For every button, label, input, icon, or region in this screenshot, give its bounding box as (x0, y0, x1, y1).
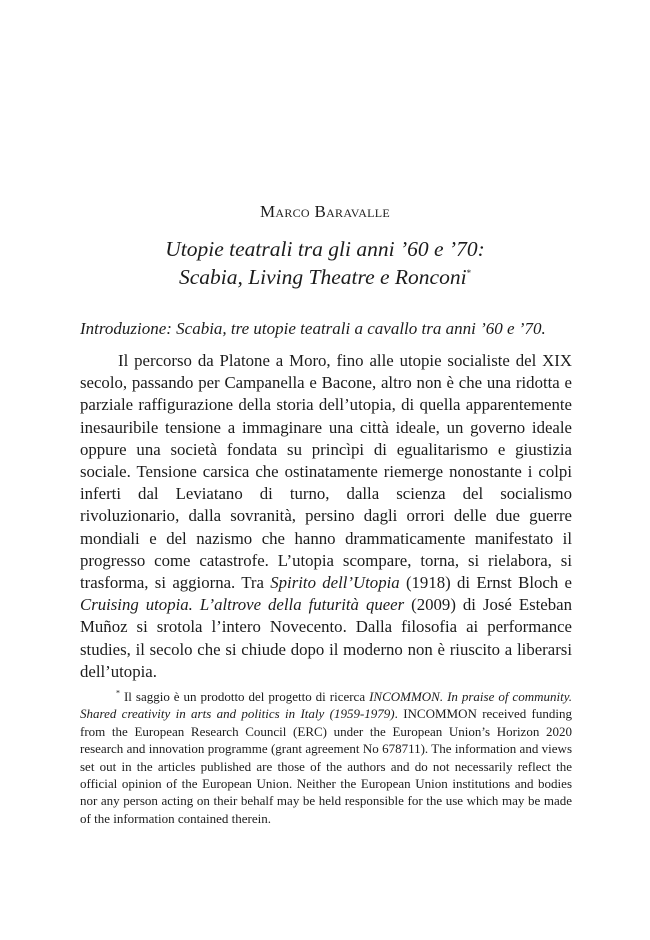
footnote-marker: * (116, 688, 120, 698)
title-footnote-marker[interactable]: * (466, 267, 472, 278)
body-text-part-1: Il percorso da Platone a Moro, fino alle utopie socialiste del XIX secolo, passando per Campanella e Bacone, altro non è che una ridotta e parziale raffigurazione della storia dell’utopia, di quella apparentemente inesauribile tensione a immaginare una città ideale, un governo ideale oppure una società fondata su princìpi di egualitarismo e giustizia sociale. Tensione carsica che ostinatamente riemerge nonostante i colpi inferti dal Leviatano di turno, dalla scienza del socialismo rivoluzionario, dalla sovranità, persino dagli orrori delle due guerre mondiali e del nazismo che hanno drammaticamente manifestato il progresso come catastrofe. L’utopia scompare, torna, si rielabora, si trasforma, si aggiorna. Tra (80, 351, 572, 593)
body-paragraph (80, 350, 572, 683)
body-text-part-2: (1918) di Ernst Bloch e (399, 573, 572, 593)
body-text-part-3: (2009) di José Esteban Muñoz si srotola l’intero Novecento. Dalla filosofia ai performance studies, il secolo che si chiude dopo il moderno non è riuscito a liberarsi dell’utopia. (80, 595, 572, 681)
book-title-bloch: Spirito dell’Utopia (270, 573, 400, 593)
author-name: Marco Baravalle (259, 202, 391, 221)
footnote-project-title: INCOMMON. In praise of community. Shared creativity in arts and politics in Italy (1959-1979) (80, 689, 572, 722)
article-title (0, 235, 650, 291)
section-heading: Introduzione: Scabia, tre utopie teatrali a cavallo tra anni ’60 e ’70. (80, 319, 546, 338)
footnote-text-part-2: . INCOMMON received funding from the European Research Council (ERC) under the European Union’s Horizon 2020 research and innovation programme (grant agreement No 678711). The information and views set out in the articles published are those of the authors and do not necessarily reflect the official opinion of the European Union. Neither the European Union institutions and bodies nor any person acting on their behalf may be held responsible for the use which may be made of the information contained therein. (80, 706, 572, 826)
footnote (80, 688, 572, 827)
title-line-1: Utopie teatrali tra gli anni ’60 e ’70: (165, 237, 485, 261)
title-line-2-text: Scabia, Living Theatre e Ronconi (178, 265, 467, 289)
title-line-2 (0, 263, 650, 291)
footnote-text-part-1: Il saggio è un prodotto del progetto di ricerca (120, 689, 370, 704)
book-title-munoz: Cruising utopia. L’altrove della futurità queer (80, 595, 405, 615)
